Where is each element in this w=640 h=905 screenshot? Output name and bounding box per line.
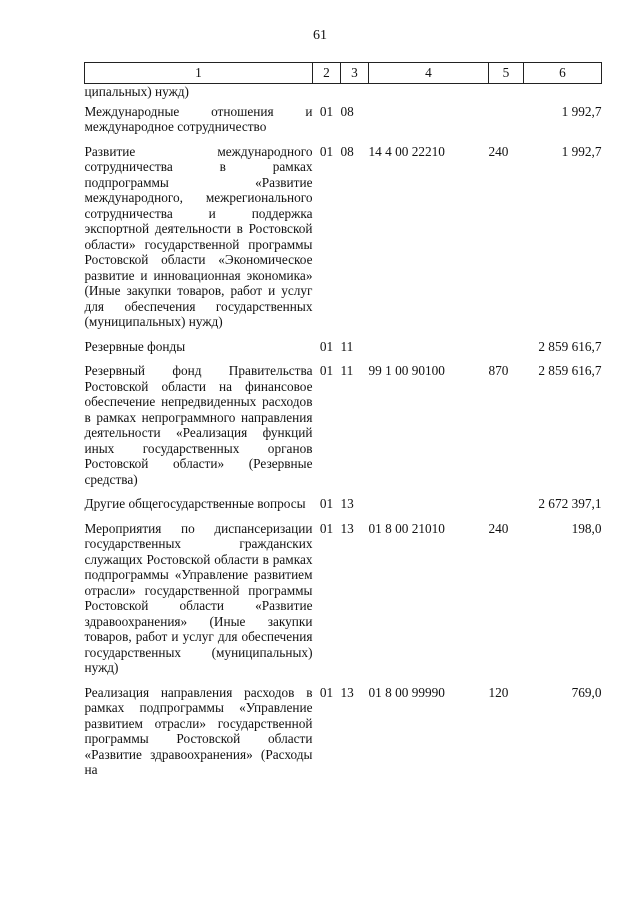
row-amount: 2 672 397,1 — [538, 496, 602, 511]
row-amount — [524, 84, 602, 104]
table-row — [85, 496, 602, 521]
column-header-2: 2 — [313, 63, 341, 84]
row-description: Развитие международного сотрудничества в рамках подпрограммы «Развитие международного, межрегионального сотрудничества и поддержка экспортной деятельности в Ростовской области» государственной программы Ростовской области «Экономическое развитие и инновационная экономика» (Иные закупки товаров, работ и услуг для обеспечения государственных (муниципальных) нужд) — [84, 143, 313, 329]
table-row — [85, 104, 602, 144]
row-subsection: 08 — [340, 103, 354, 119]
row-expense-type: 240 — [488, 520, 509, 536]
row-section — [313, 84, 341, 104]
row-subsection: 08 — [340, 143, 354, 159]
row-expense-type — [489, 104, 524, 144]
row-description: Международные отношения и международное сотрудничество — [84, 103, 313, 134]
row-section: 01 — [319, 338, 334, 354]
table-row — [85, 144, 602, 339]
row-section: 01 — [319, 363, 334, 378]
budget-table — [84, 62, 602, 787]
row-section: 01 — [319, 143, 334, 159]
row-amount: 198,0 — [571, 520, 602, 536]
row-target-article — [369, 104, 489, 144]
table-header-row — [85, 63, 602, 84]
page-number: 61 — [313, 28, 327, 43]
row-expense-type: 870 — [488, 363, 509, 378]
row-subsection — [341, 84, 369, 104]
row-description: Резервный фонд Правительства Ростовской области на финансовое обеспечение непредвиденных расходов в рамках непрограммного направления деятельности «Реализация функций иных государственных органов Ростовской области» (Резервные средства) — [84, 363, 313, 487]
table-row — [85, 685, 602, 787]
row-expense-type — [489, 84, 524, 104]
row-subsection: 13 — [340, 496, 354, 511]
column-header-6: 6 — [524, 63, 602, 84]
row-section: 01 — [319, 684, 334, 700]
row-target-article — [369, 496, 489, 521]
row-section: 01 — [319, 496, 334, 511]
row-target-article — [369, 84, 489, 104]
table-row — [85, 363, 602, 496]
column-header-5: 5 — [489, 63, 524, 84]
row-amount: 769,0 — [571, 684, 602, 700]
row-amount: 2 859 616,7 — [538, 363, 602, 378]
row-expense-type — [489, 339, 524, 364]
column-header-4: 4 — [369, 63, 489, 84]
row-description: Другие общегосударственные вопросы — [84, 496, 306, 511]
row-section: 01 — [319, 520, 334, 536]
row-target-article: 01 8 00 21010 — [368, 520, 445, 536]
column-header-1: 1 — [85, 63, 313, 84]
table-row — [85, 521, 602, 685]
row-expense-type: 120 — [488, 684, 509, 700]
column-header-3: 3 — [341, 63, 369, 84]
row-expense-type: 240 — [488, 143, 509, 159]
row-amount: 1 992,7 — [561, 143, 602, 159]
row-target-article: 14 4 00 22210 — [368, 143, 445, 159]
table-row — [85, 84, 602, 104]
row-section: 01 — [319, 103, 334, 119]
row-target-article — [369, 339, 489, 364]
row-amount: 1 992,7 — [561, 103, 602, 119]
row-target-article: 99 1 00 90100 — [368, 363, 445, 378]
row-description: Реализация направления расходов в рамках подпрограммы «Управление развитием отрасли» государственной программы Ростовской области «Развитие здравоохранения» (Расходы на — [84, 684, 313, 777]
row-description: Мероприятия по диспансеризации государственных гражданских служащих Ростовской области в рамках подпрограммы «Управление развитием отрасли» государственной программы Ростовской области «Развитие здравоохранения» (Иные закупки товаров, работ и услуг для обеспечения государственных (муниципальных) нужд) — [84, 520, 313, 675]
row-subsection: 11 — [340, 363, 354, 378]
row-description: Резервные фонды — [84, 338, 186, 354]
row-subsection: 13 — [340, 684, 354, 700]
row-expense-type — [489, 496, 524, 521]
row-target-article: 01 8 00 99990 — [368, 684, 445, 700]
row-amount: 2 859 616,7 — [538, 338, 602, 354]
table-row — [85, 339, 602, 364]
row-subsection: 13 — [340, 520, 354, 536]
row-subsection: 11 — [340, 338, 354, 354]
row-description: ципальных) нужд) — [84, 84, 189, 99]
